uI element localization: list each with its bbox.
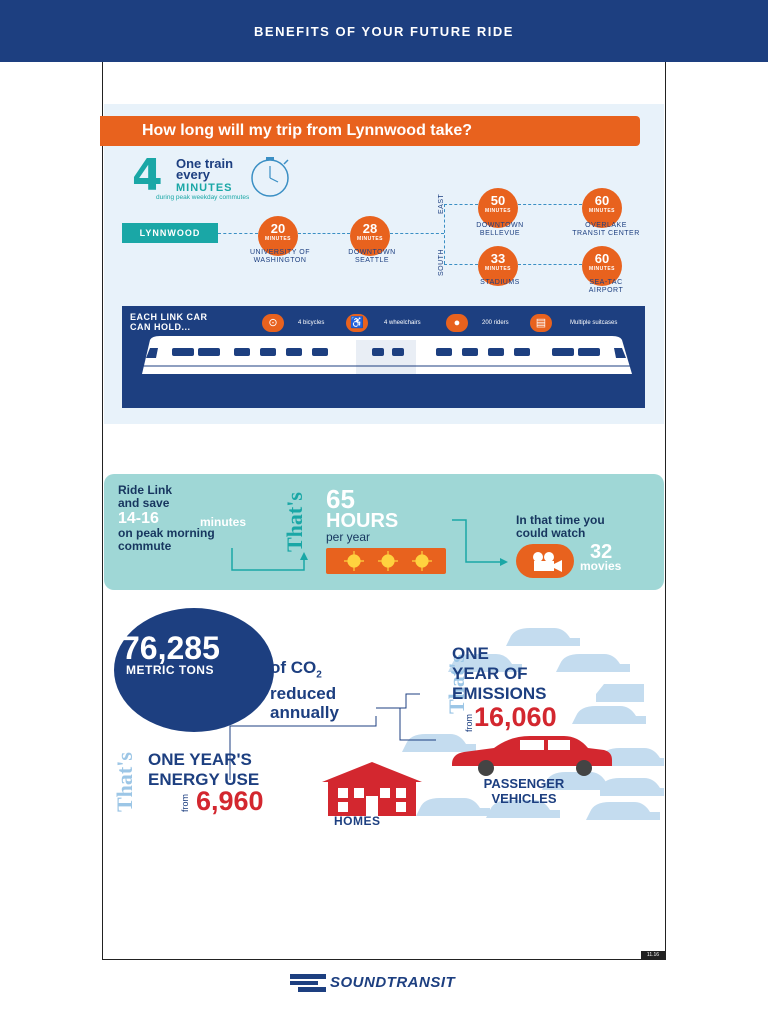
stop-station [454, 222, 546, 238]
co2-line: reduced [270, 684, 337, 704]
movie-camera-icon [516, 544, 574, 578]
watch-line: could watch [516, 526, 586, 540]
riders-icon: ● [446, 314, 468, 332]
savings-line: on peak morning [118, 526, 215, 540]
capacity-heading-line: CAN HOLD... [130, 322, 191, 332]
savings-minutes-word: minutes [200, 515, 247, 529]
route-line [518, 204, 582, 205]
connector-arrow [228, 548, 312, 576]
energy-line: ENERGY USE [148, 770, 260, 789]
stop-minutes-unit: MINUTES [265, 236, 291, 242]
capacity-item-label: 200 riders [482, 320, 509, 326]
tons-number: 76,285 [122, 630, 220, 666]
sound-transit-logo-icon [290, 972, 326, 992]
movies-word: movies [580, 559, 622, 573]
capacity-item-label: 4 bicycles [298, 320, 325, 326]
station-line: STADIUMS [480, 279, 520, 286]
frequency-line2: every [176, 167, 210, 182]
car-icon [448, 734, 616, 778]
per-year: per year [326, 530, 371, 544]
frequency-line1: One train [176, 156, 234, 171]
one-year-line: YEAR OF [452, 664, 528, 683]
vehicles-label-line: PASSENGER [483, 776, 565, 791]
stop-minutes: 20 [270, 221, 286, 236]
frequency-note: during peak weekday commutes [156, 194, 250, 201]
bicycle-icon: ⊙ [262, 314, 284, 332]
station-line: DOWNTOWN [476, 222, 524, 229]
stop-minutes-unit: MINUTES [485, 266, 511, 272]
stop-minutes: 60 [594, 251, 610, 266]
connector-lines [376, 690, 444, 746]
savings-line: commute [118, 539, 172, 553]
savings-line: Ride Link [118, 483, 173, 497]
page-header [0, 0, 768, 62]
wheelchair-icon: ♿ [346, 314, 368, 332]
sun-icon [326, 548, 446, 574]
suitcases-icon: ▤ [530, 314, 552, 332]
savings-line: and save [118, 496, 170, 510]
station-line: WASHINGTON [253, 257, 307, 264]
station-line: OVERLAKE [585, 222, 627, 229]
stop-minutes: 60 [594, 193, 610, 208]
station-line: AIRPORT [588, 287, 624, 294]
stop-station [326, 249, 418, 265]
capacity-heading-line: EACH LINK CAR [130, 312, 208, 322]
stop-station [556, 279, 656, 295]
route-line [298, 233, 350, 234]
watch-text [516, 514, 605, 540]
stopwatch-icon [244, 156, 296, 198]
energy-line: ONE YEAR'S [148, 750, 252, 769]
station-line: UNIVERSITY OF [249, 249, 311, 256]
stop-station [234, 249, 326, 265]
from-vertical: from [180, 794, 190, 812]
co2-subscript: 2 [316, 669, 322, 681]
hours-word: HOURS [326, 510, 399, 532]
vehicles-number: 16,060 [474, 702, 557, 732]
stop-minutes: 28 [362, 221, 378, 236]
savings-range: 14-16 [118, 510, 159, 527]
stop-minutes-unit: MINUTES [485, 208, 511, 214]
station-line: TRANSIT CENTER [572, 230, 640, 237]
watch-line: In that time you [516, 513, 605, 527]
capacity-item-label: 4 wheelchairs [384, 320, 421, 326]
one-year-line: EMISSIONS [452, 684, 547, 703]
hours-number: 65 [326, 484, 355, 514]
header-title: BENEFITS OF YOUR FUTURE RIDE [254, 24, 514, 39]
connector-arrow [452, 516, 510, 566]
station-line: DOWNTOWN [348, 249, 396, 256]
co2-line: of CO [270, 658, 317, 677]
route-line [444, 264, 478, 265]
vehicles-label-line: VEHICLES [491, 791, 557, 806]
from-vertical: from [464, 714, 474, 732]
stop-minutes-unit: MINUTES [589, 266, 615, 272]
direction-east: EAST [438, 193, 445, 214]
stop-station [454, 279, 546, 287]
thats-vertical: That's [444, 654, 469, 714]
co2-line: annually [270, 703, 339, 723]
thats-vertical: That's [112, 752, 137, 812]
house-icon [318, 760, 426, 816]
one-year-line: ONE [452, 644, 489, 663]
stop-minutes-unit: MINUTES [357, 236, 383, 242]
sound-transit-logo-text: SOUNDTRANSIT [330, 974, 456, 991]
frequency-number: 4 [132, 150, 163, 201]
days-strip [326, 548, 446, 574]
energy-text [148, 750, 259, 790]
savings-text [118, 484, 172, 510]
origin-label: LYNNWOOD [122, 223, 218, 243]
trip-question-banner: How long will my trip from Lynnwood take? [100, 116, 640, 146]
route-line [518, 264, 582, 265]
station-line: SEATTLE [354, 257, 390, 264]
movies-number: 32 [590, 541, 613, 563]
stop-station [556, 222, 656, 238]
frequency-unit: MINUTES [176, 182, 233, 194]
light-rail-train-illustration [136, 334, 636, 378]
savings-text [118, 527, 215, 553]
tons-unit: METRIC TONS [126, 663, 214, 677]
vehicles-label [456, 776, 592, 806]
route-line [444, 204, 478, 205]
stop-minutes: 50 [490, 193, 506, 208]
station-line: SEA-TAC [589, 279, 623, 286]
capacity-heading [130, 312, 208, 332]
station-line: BELLEVUE [479, 230, 521, 237]
one-year-text [452, 644, 546, 704]
co2-text [270, 658, 339, 722]
thats-vertical: That's [282, 492, 307, 552]
stop-minutes: 33 [490, 251, 506, 266]
homes-number: 6,960 [196, 786, 264, 816]
route-line [218, 233, 258, 234]
page-number: 11.16 [641, 951, 665, 959]
capacity-item-label: Multiple suitcases [570, 320, 618, 326]
homes-label: HOMES [334, 814, 381, 828]
stop-minutes-unit: MINUTES [589, 208, 615, 214]
route-line [390, 233, 444, 234]
direction-south: SOUTH [438, 249, 445, 276]
